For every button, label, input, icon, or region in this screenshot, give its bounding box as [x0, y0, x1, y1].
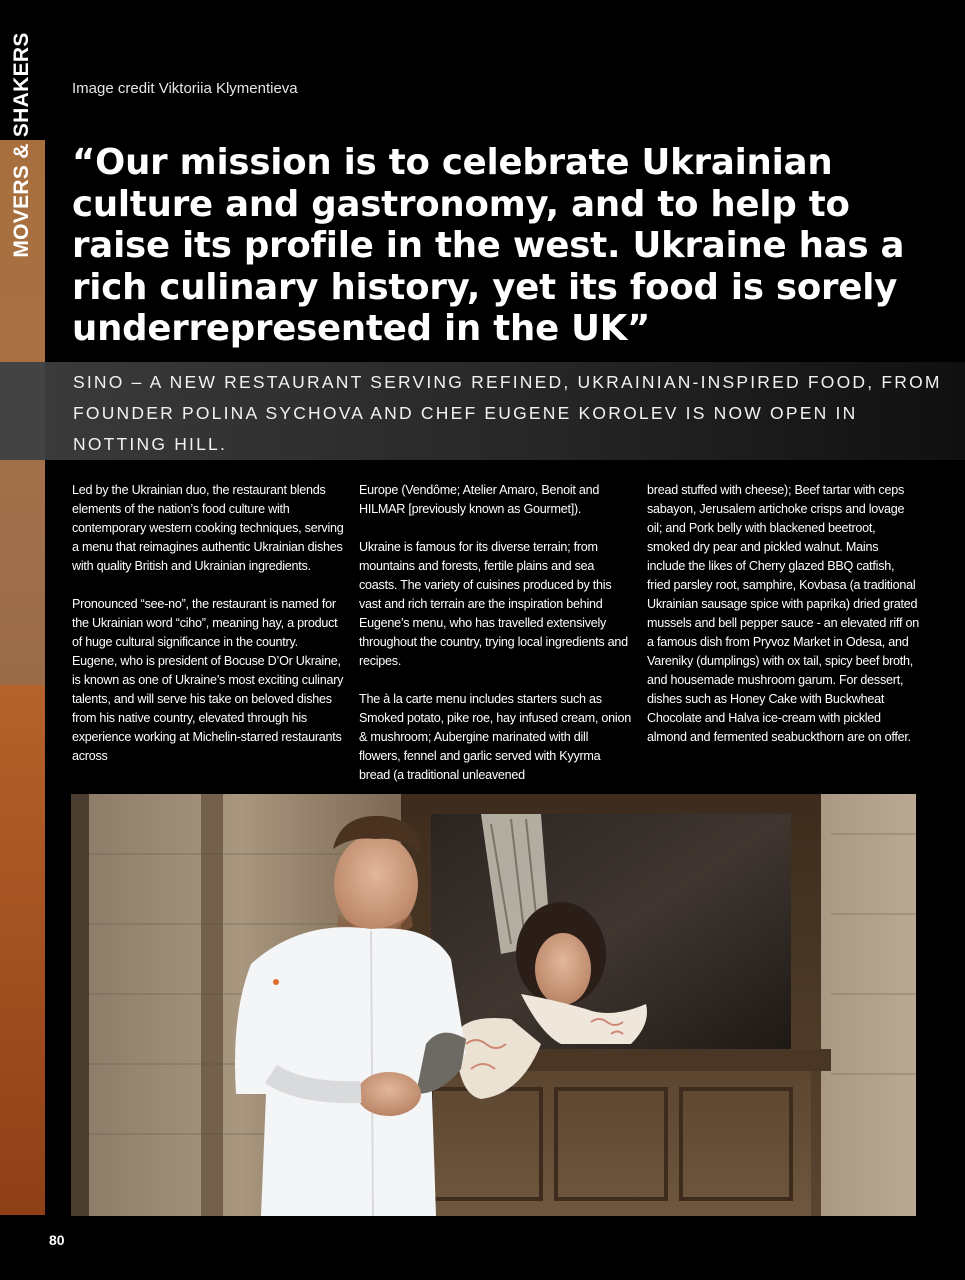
body-column-2: [359, 481, 631, 804]
page-number: 80: [49, 1232, 65, 1248]
body-column-3: [647, 481, 919, 766]
body-paragraph: Ukraine is famous for its diverse terrain; from mountains and forests, fertile plains and sea coasts. The variety of cuisines produced by this vast and rich terrain are the inspiration behind Eugene’s menu, who has travelled extensively throughout the country, trying local ingredients and recipes.: [359, 540, 628, 668]
body-paragraph: bread stuffed with cheese); Beef tartar with ceps sabayon, Jerusalem artichoke crisps and lovage oil; and Pork belly with blackened beetroot, smoked dry pear and pickled walnut. Mains include the likes of Cherry glazed BBQ catfish, fried parsley root, samphire, Kovbasa (a traditional Ukrainian sausage spice with paprika) dried grated mussels and bell pepper sauce - an elevated riff on a famous dish from Pryvoz Market in Odesa, and Vareniky (dumplings) with ox tail, spicy beef broth, and housemade mushroom garum. For dessert, dishes such as Honey Cake with Buckwheat Chocolate and Halva ice-cream with pickled almond and fermented seabuckthorn are on offer.: [647, 483, 919, 744]
section-color-strip: [0, 0, 45, 1215]
body-paragraph: Led by the Ukrainian duo, the restaurant blends elements of the nation’s food culture with contemporary western cooking techniques, serving a menu that reimagines authentic Ukrainian dishes with quality British and Ukrainian ingredients.: [72, 483, 344, 573]
body-paragraph: The à la carte menu includes starters such as Smoked potato, pike roe, hay infused cream, onion & mushroom; Aubergine marinated with dill flowers, fennel and garlic served with Kyyrma bread (a traditional unleavened: [359, 692, 631, 782]
strip-band: [0, 460, 45, 685]
image-credit: Image credit Viktoriia Klymentieva: [72, 80, 298, 97]
body-paragraph: Pronounced “see-no”, the restaurant is named for the Ukrainian word “ciho”, meaning hay, a product of huge cultural significance in the country. Eugene, who is president of Bocuse D’Or Ukraine, is known as one of Ukraine’s most exciting culinary talents, and will serve his take on beloved dishes from his native country, elevated through his experience working at Michelin-starred restaurants across: [72, 597, 344, 763]
body-column-1: [72, 481, 344, 785]
section-label: MOVERS & SHAKERS: [10, 32, 33, 258]
strip-band: [0, 362, 45, 460]
pull-quote: “Our mission is to celebrate Ukrainian culture and gastronomy, and to help to raise its profile in the west. Ukraine has a rich culinary history, yet its food is sorely underrepresented in the UK”: [72, 142, 905, 349]
feature-photo: [71, 794, 916, 1216]
standfirst: SINO – A NEW RESTAURANT SERVING REFINED, UKRAINIAN-INSPIRED FOOD, FROM FOUNDER POLINA SYCHOVA AND CHEF EUGENE KOROLEV IS NOW OPEN IN NOTTING HILL.: [73, 372, 942, 454]
strip-band: [0, 685, 45, 1215]
body-paragraph: Europe (Vendôme; Atelier Amaro, Benoit and HILMAR [previously known as Gourmet]).: [359, 483, 600, 516]
